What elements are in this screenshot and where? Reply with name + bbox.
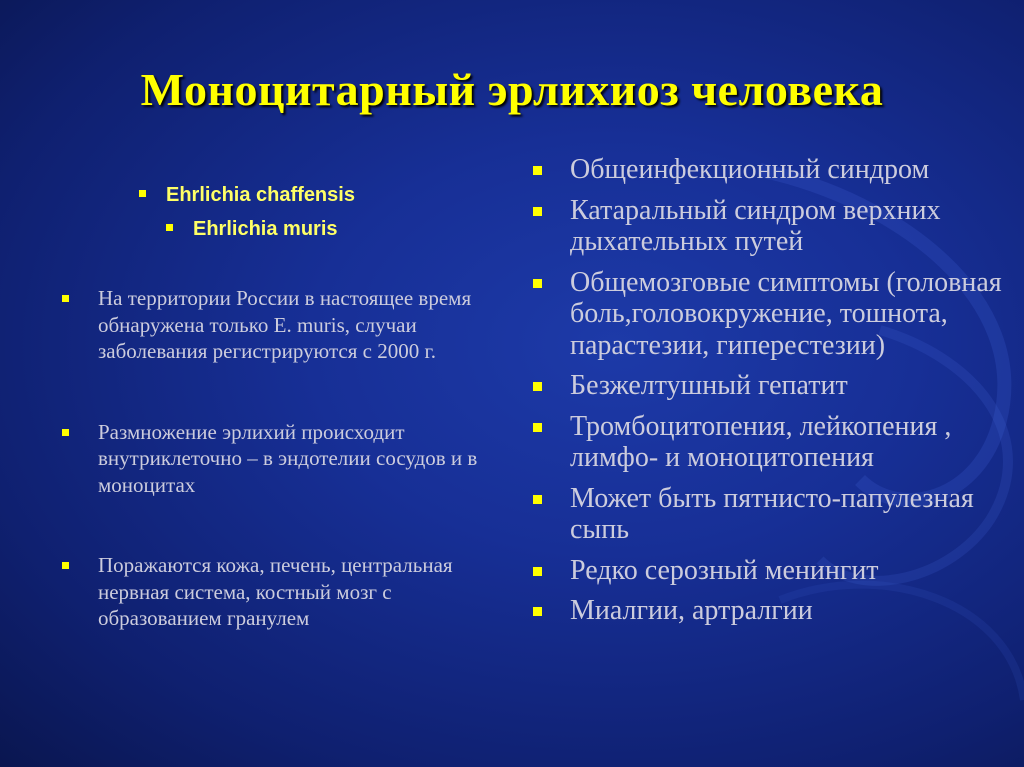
symptom-list-item (533, 483, 1003, 546)
left-list-item (62, 552, 492, 632)
list-item-text: Поражаются кожа, печень, центральная нервная система, костный мозг с образованием гранулем (98, 553, 453, 630)
species-item-chaffensis (139, 183, 355, 207)
left-list-item (62, 419, 492, 499)
square-bullet-icon (166, 224, 173, 231)
symptom-list-item (533, 595, 1003, 627)
list-item-text: Может быть пятнисто-папулезная сыпь (570, 482, 974, 545)
list-item-text: Размножение эрлихий происходит внутриклеточно – в эндотелии сосудов и в моноцитах (98, 419, 478, 497)
species-label: Ehrlichia muris (193, 218, 338, 240)
square-bullet-icon (139, 190, 146, 197)
species-item-muris (166, 217, 338, 241)
list-item-text: Общеинфекционный синдром (570, 154, 930, 185)
symptom-list-item (533, 154, 1003, 186)
list-item-text: Общемозговые симптомы (головная боль,головокружение, тошнота, парастезии, гиперестезии) (570, 266, 1002, 361)
square-bullet-icon (533, 495, 542, 504)
square-bullet-icon (62, 562, 69, 569)
list-item-text: Катаральный синдром верхних дыхательных путей (570, 194, 941, 257)
square-bullet-icon (533, 607, 542, 616)
list-item-text: На территории России в настоящее время обнаружена только E. muris, случаи заболевания регистрируются с 2000 г. (98, 286, 472, 363)
symptom-bullet-list (533, 154, 1003, 636)
square-bullet-icon (533, 207, 542, 216)
left-bullet-list (62, 285, 492, 686)
square-bullet-icon (62, 295, 69, 302)
square-bullet-icon (533, 382, 542, 391)
square-bullet-icon (533, 166, 542, 175)
symptom-list-item (533, 267, 1003, 362)
symptom-list-item (533, 555, 1003, 587)
square-bullet-icon (533, 423, 542, 432)
left-list-item (62, 285, 492, 365)
list-item-text: Тромбоцитопения, лейкопения , лимфо- и моноцитопения (570, 410, 952, 473)
list-item-text: Редко серозный менингит (570, 554, 879, 586)
symptom-list-item (533, 195, 1003, 258)
symptom-list-item (533, 411, 1003, 474)
square-bullet-icon (533, 279, 542, 288)
square-bullet-icon (533, 567, 542, 576)
species-label: Ehrlichia chaffensis (166, 184, 355, 206)
square-bullet-icon (62, 429, 69, 436)
list-item-text: Безжелтушный гепатит (570, 370, 848, 401)
slide-title: Моноцитарный эрлихиоз человека (140, 64, 884, 115)
symptom-list-item (533, 370, 1003, 402)
list-item-text: Миалгии, артралгии (570, 595, 813, 626)
